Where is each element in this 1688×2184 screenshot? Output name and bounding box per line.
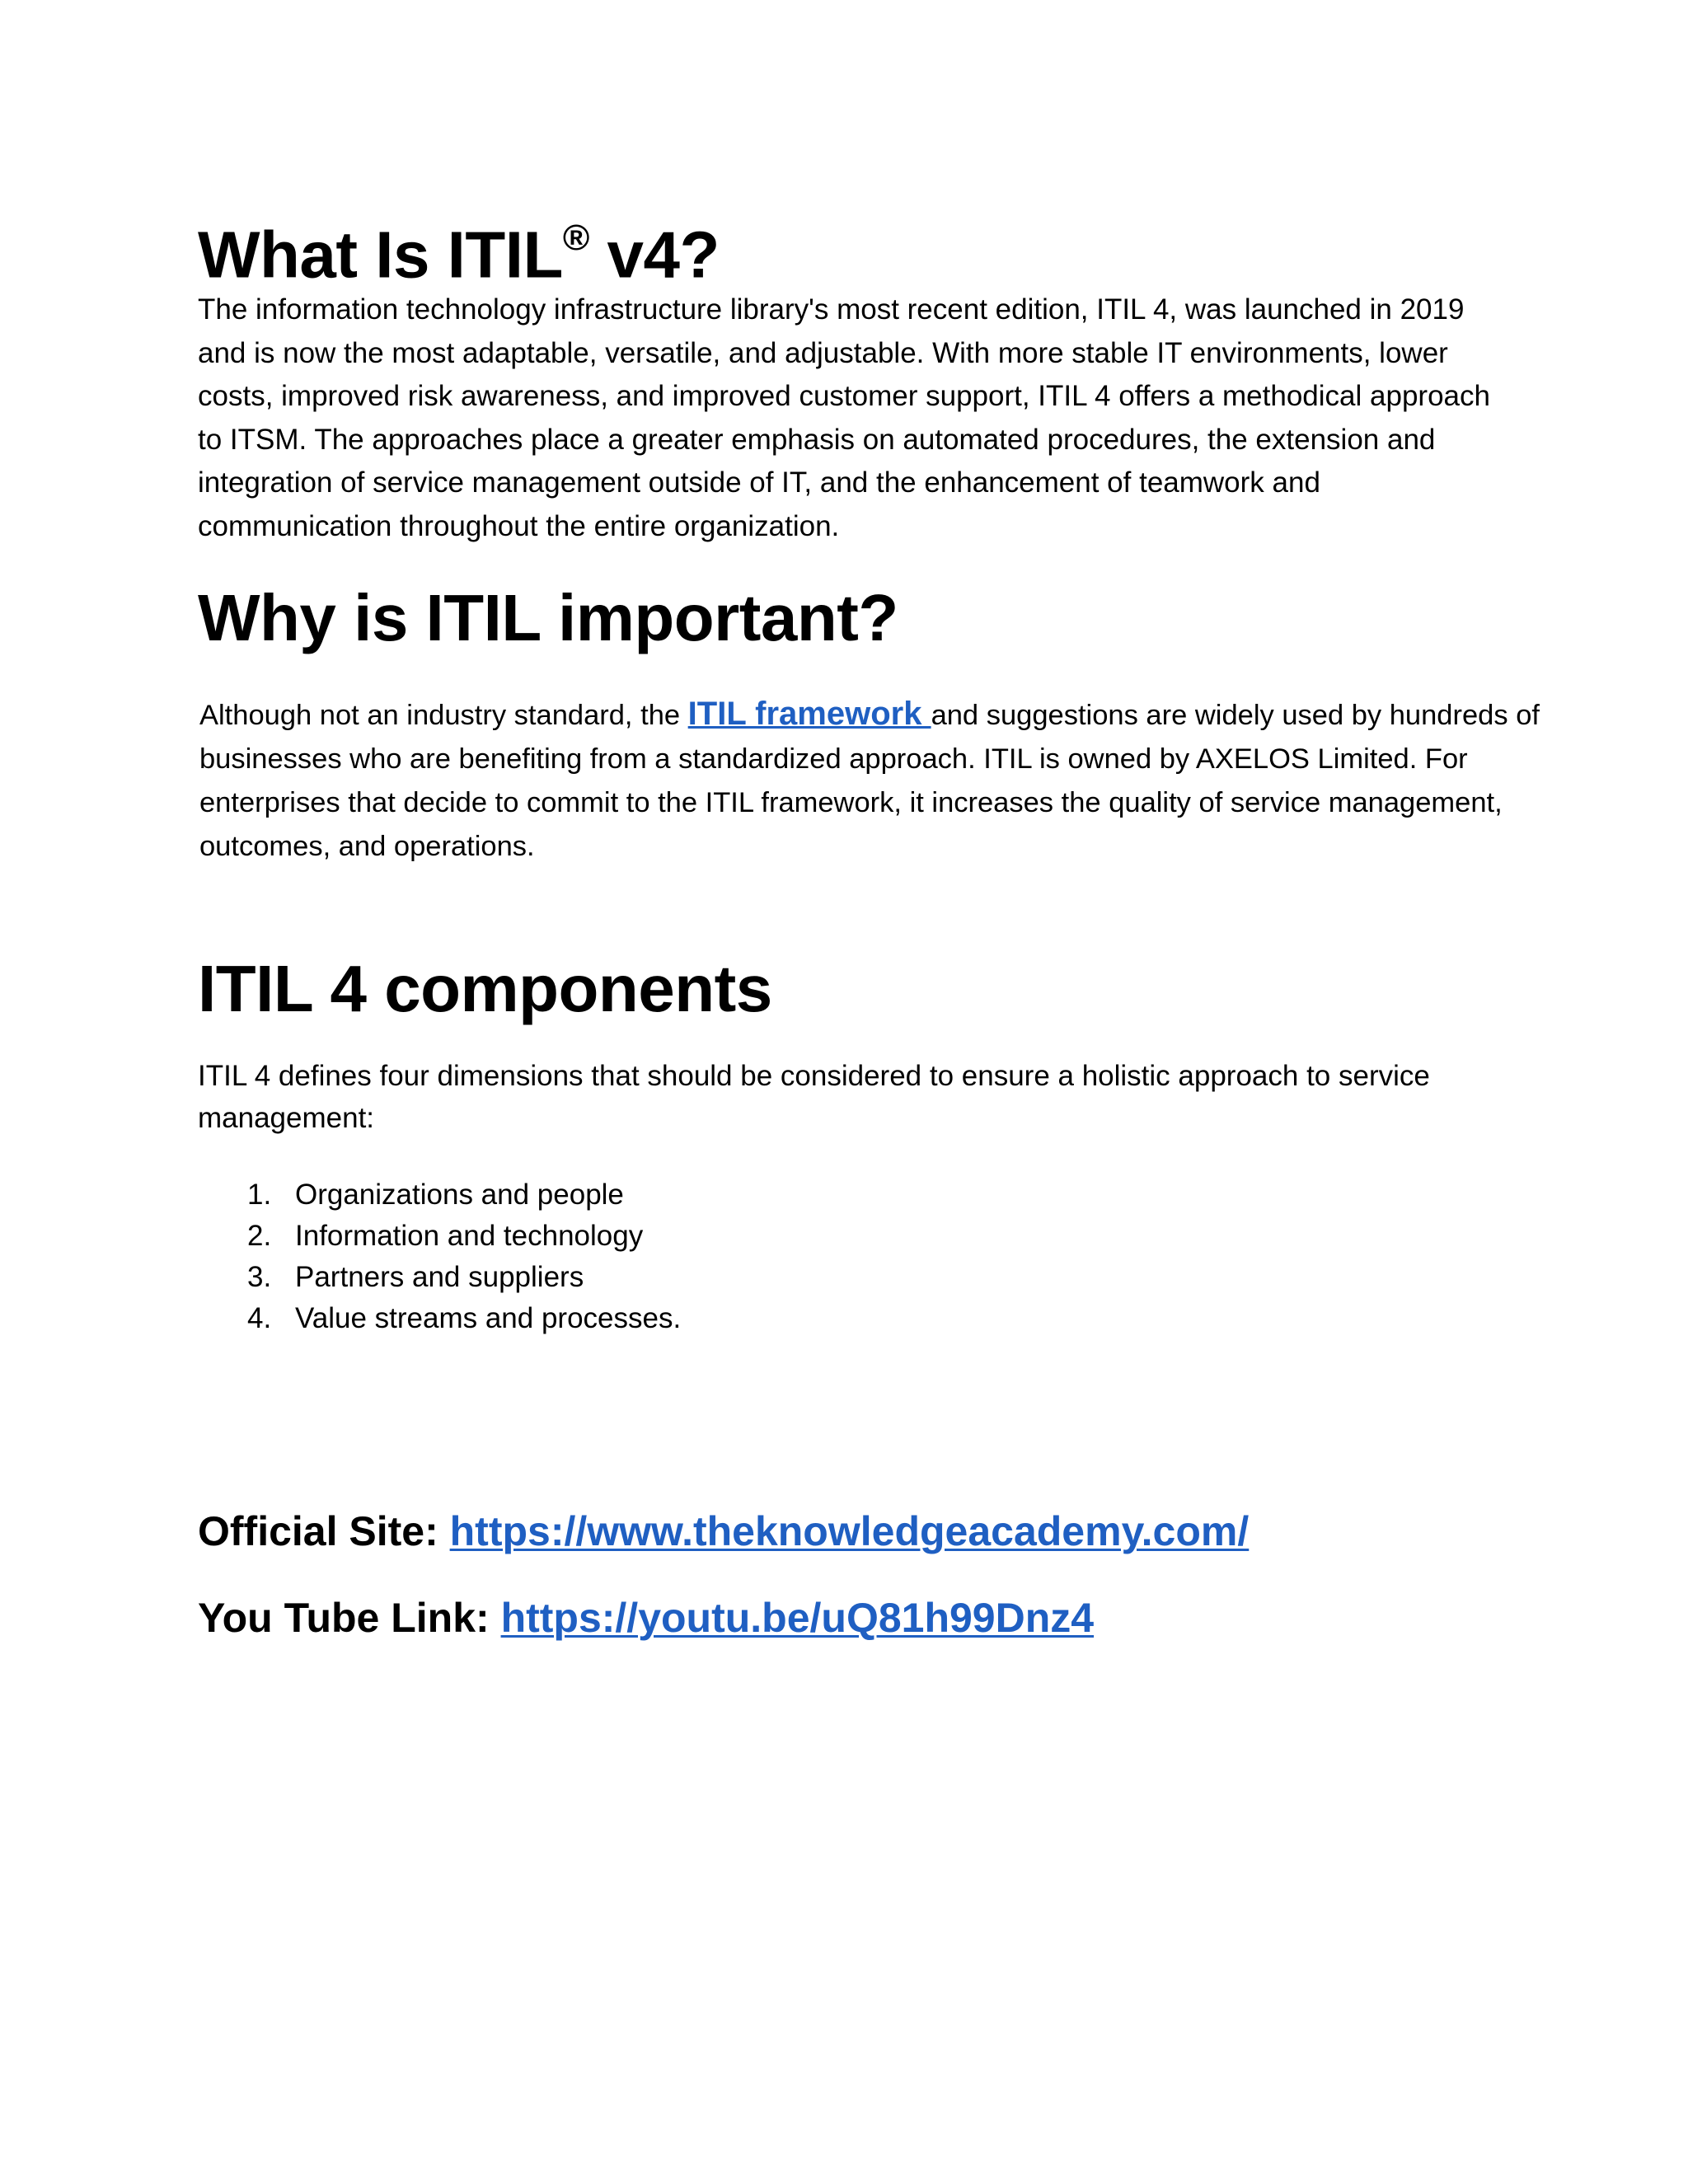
- heading-why-itil-important: Why is ITIL important?: [198, 581, 898, 654]
- youtube-link-line: [198, 1589, 1094, 1647]
- paragraph-components-intro: ITIL 4 defines four dimensions that should be considered to ensure a holistic approach to service management:: [198, 1060, 1430, 1134]
- dimensions-list: [247, 1174, 681, 1339]
- heading-what-text: What Is ITIL: [198, 218, 563, 292]
- heading-what-suffix: v4?: [588, 218, 720, 292]
- official-site-link[interactable]: https://www.theknowledgeacademy.com/: [449, 1508, 1250, 1554]
- list-item-text: Organizations and people: [295, 1179, 624, 1211]
- list-item-text: Information and technology: [295, 1220, 644, 1252]
- list-item: [247, 1174, 681, 1216]
- list-item-number: 1.: [247, 1179, 272, 1211]
- list-item-number: 2.: [247, 1220, 272, 1252]
- list-item: [247, 1298, 681, 1339]
- list-item: [247, 1257, 681, 1298]
- heading-what-is-itil: [198, 198, 720, 301]
- youtube-link[interactable]: https://youtu.be/uQ81h99Dnz4: [500, 1595, 1095, 1641]
- why-text-after-link: and suggestions are widely used by hundreds of businesses who are benefiting from a standardized approach. ITIL is owned by AXELOS Limited. For enterprises that decide to commit to the ITIL framework, it increases the quality of service management, outcomes, and operations.: [199, 700, 1540, 862]
- itil-framework-link[interactable]: ITIL framework: [687, 696, 931, 732]
- list-item-number: 3.: [247, 1261, 272, 1293]
- list-item-text: Partners and suppliers: [295, 1261, 584, 1293]
- list-item: [247, 1216, 681, 1257]
- official-site-label: Official Site:: [198, 1508, 450, 1554]
- list-item-number: 4.: [247, 1302, 272, 1334]
- paragraph-itil-v4-intro: The information technology infrastructure library's most recent edition, ITIL 4, was launched in 2019 and is now the most adaptable, versatile, and adjustable. With more stable IT environments, lower costs, improved risk awareness, and improved customer support, ITIL 4 offers a methodical approach to ITSM. The approaches place a greater emphasis on automated procedures, the extension and integration of service management outside of IT, and the enhancement of teamwork and communication throughout the entire organization.: [198, 293, 1490, 542]
- registered-mark: ®: [562, 218, 589, 258]
- youtube-link-label: You Tube Link:: [198, 1595, 501, 1641]
- heading-itil-4-components: ITIL 4 components: [198, 952, 772, 1025]
- list-item-text: Value streams and processes.: [295, 1302, 682, 1334]
- official-site-line: [198, 1502, 1249, 1560]
- why-text-before-link: Although not an industry standard, the: [199, 700, 688, 731]
- paragraph-why-itil: [199, 692, 1584, 869]
